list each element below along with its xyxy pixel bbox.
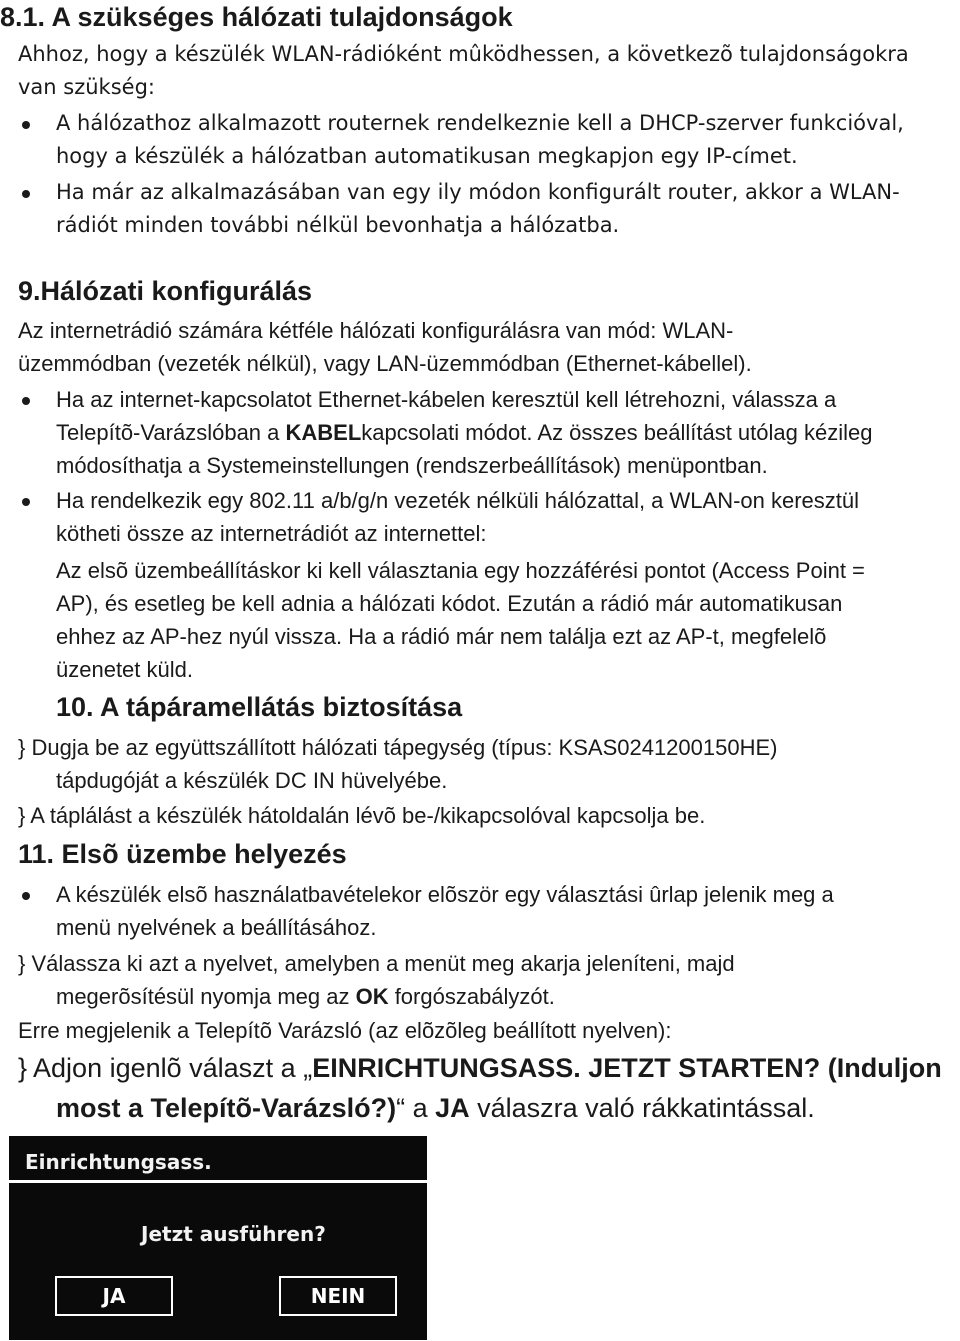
s9-b1-text-a: Telepítõ-Varázslóban a — [56, 420, 286, 445]
s11-note: Erre megjelenik a Telepítõ Varázsló (az elõzõleg beállított nyelven): — [18, 1018, 672, 1043]
s11-step2-bold-b: most a Telepítõ-Varázsló?) — [56, 1093, 397, 1123]
section-11-heading: 11. Elsõ üzembe helyezés — [18, 839, 347, 869]
s9-bullet-1-line-1: Ha az internet-kapcsolatot Ethernet-kábelen keresztül kell létrehozni, válassza a — [56, 387, 837, 412]
screen-title: Einrichtungsass. — [25, 1150, 212, 1174]
s11-step1-text-c: forgószabályzót. — [388, 984, 555, 1009]
screen-yes-button: JA — [55, 1276, 173, 1316]
s11-step1-text-a: megerõsítésül nyomja meg az — [56, 984, 356, 1009]
s11-bullet-1-line-2: menü nyelvének a beállításához. — [56, 915, 377, 940]
s11-step2-ja: JA — [435, 1093, 470, 1123]
s9-bullet-2-line-4: AP), és esetleg be kell adnia a hálózati kódot. Ezután a rádió már automatikusan — [56, 591, 843, 616]
s11-step2-bold-a: EINRICHTUNGSASS. JETZT STARTEN? (Induljon — [312, 1053, 942, 1083]
bullet-icon — [22, 498, 30, 506]
s11-step2-text-b: “ a — [396, 1093, 436, 1123]
bullet-icon — [22, 892, 30, 900]
s9-intro-line-2: üzemmódban (vezeték nélkül), vagy LAN-üzemmódban (Ethernet-kábellel). — [18, 351, 752, 376]
s81-intro-line-1: Ahhoz, hogy a készülék WLAN-rádióként mûködhessen, a következõ tulajdonságokra — [18, 42, 909, 66]
bullet-icon — [22, 190, 30, 198]
section-9-heading: 9.Hálózati konfigurálás — [18, 276, 313, 306]
s9-bullet-1-line-2 — [56, 420, 872, 446]
section-10-heading: 10. A tápáramellátás biztosítása — [56, 692, 463, 722]
screen-question: Jetzt ausführen? — [141, 1222, 326, 1246]
s81-intro-line-2: van szükség: — [18, 75, 155, 99]
s11-step-2-line-2 — [56, 1093, 815, 1124]
s11-step-2-line-1 — [18, 1053, 942, 1084]
s81-bullet-1-line-2: hogy a készülék a hálózatban automatikusan megkapjon egy IP-címet. — [56, 144, 798, 168]
s9-bullet-2-line-5: ehhez az AP-hez nyúl vissza. Ha a rádió már nem találja ezt az AP-t, megfelelõ — [56, 624, 827, 649]
bullet-icon — [22, 397, 30, 405]
s9-bullet-2-line-3: Az elsõ üzembeállításkor ki kell választania egy hozzáférési pontot (Access Point = — [56, 558, 865, 583]
screen-no-button: NEIN — [279, 1276, 397, 1316]
s9-bullet-2-line-6: üzenetet küld. — [56, 657, 193, 682]
s10-step-1-line-2: tápdugóját a készülék DC IN hüvelyébe. — [56, 768, 448, 793]
bullet-icon — [22, 121, 30, 129]
s11-step2-text-d: válaszra való rákkatintással. — [469, 1093, 815, 1123]
s11-step-1-line-1: } Válassza ki azt a nyelvet, amelyben a menüt meg akarja jeleníteni, majd — [18, 951, 735, 976]
device-screen-image — [9, 1136, 427, 1340]
s9-intro-line-1: Az internetrádió számára kétféle hálózati konfigurálásra van mód: WLAN- — [18, 318, 734, 343]
s9-bullet-1-line-3: módosíthatja a Systemeinstellungen (rendszerbeállítások) menüpontban. — [56, 453, 768, 478]
s11-step-1-line-2 — [56, 984, 555, 1010]
s9-b1-text-c: kapcsolati módot. Az összes beállítást utólag kézileg — [361, 420, 873, 445]
screen-divider — [9, 1180, 427, 1183]
s81-bullet-2-line-2: rádiót minden további nélkül bevonhatja a hálózatba. — [56, 213, 620, 237]
s11-step1-ok: OK — [355, 984, 389, 1009]
s81-bullet-1-line-1: A hálózathoz alkalmazott routernek rendelkeznie kell a DHCP-szerver funkcióval, — [56, 111, 904, 135]
s10-step-1-line-1: } Dugja be az együttszállított hálózati tápegység (típus: KSAS0241200150HE) — [18, 735, 778, 760]
s9-bullet-2-line-2: kötheti össze az internetrádiót az internettel: — [56, 521, 487, 546]
s11-bullet-1-line-1: A készülék elsõ használatbavételekor elõször egy választási ûrlap jelenik meg a — [56, 882, 834, 907]
s9-bullet-2-line-1: Ha rendelkezik egy 802.11 a/b/g/n vezeték nélküli hálózattal, a WLAN-on keresztül — [56, 488, 860, 513]
s10-step-2-line-1: } A táplálást a készülék hátoldalán lévõ be-/kikapcsolóval kapcsolja be. — [18, 803, 706, 828]
s81-bullet-2-line-1: Ha már az alkalmazásában van egy ily módon konfigurált router, akkor a WLAN- — [56, 180, 900, 204]
s9-b1-kabel: KABEL — [285, 420, 362, 445]
section-8-1-heading: 8.1. A szükséges hálózati tulajdonságok — [0, 2, 513, 32]
s11-step2-text-a: } Adjon igenlõ választ a „ — [18, 1053, 313, 1083]
